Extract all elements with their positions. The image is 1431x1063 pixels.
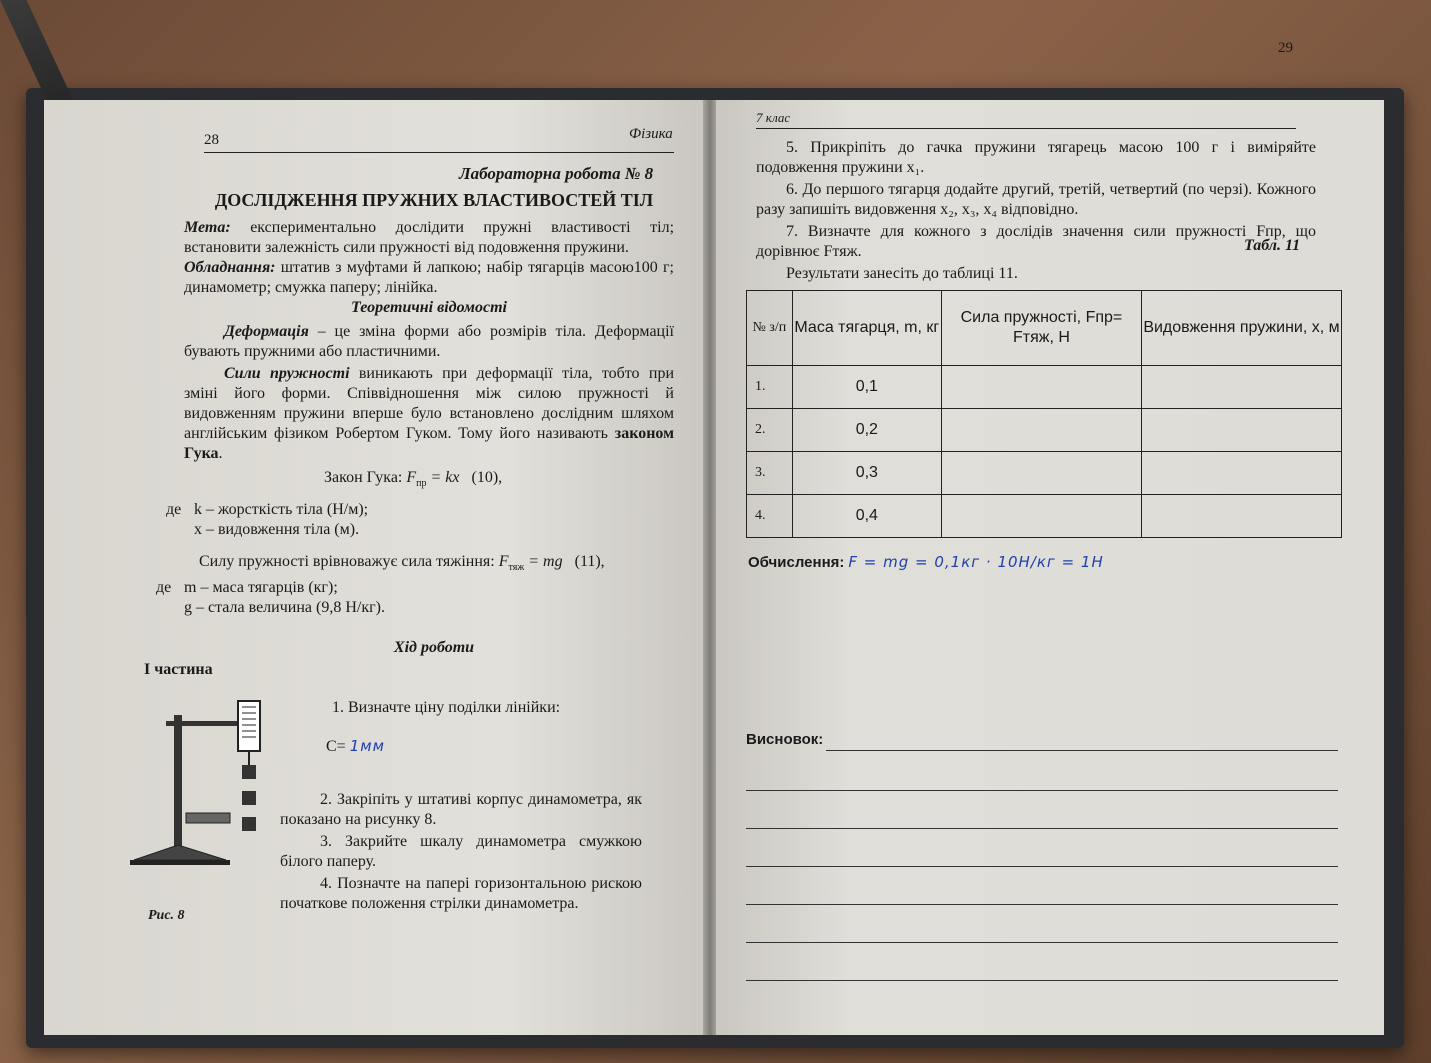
- weight-1: [242, 765, 256, 779]
- formula-10-lhs: F: [406, 469, 417, 486]
- step-6: 6. До першого тягарця додайте другий, третій, четвертий (по черзі). Кожного разу запишіть видовження x₂, x₃, x₄ відповідно.: [756, 181, 1316, 218]
- figure-caption: Рис. 8: [148, 908, 185, 923]
- work-title: ДОСЛІДЖЕННЯ ПРУЖНИХ ВЛАСТИВОСТЕЙ ТІЛ: [214, 190, 654, 210]
- formula-11: [199, 552, 605, 578]
- goal-label: Мета:: [184, 219, 231, 236]
- formula-10-label: Закон Гука:: [324, 469, 403, 486]
- calc-label: Обчислення:: [748, 554, 845, 571]
- conclusion-line[interactable]: [746, 942, 1338, 943]
- deformation-term: Деформація: [224, 323, 309, 340]
- elastic-text: виникають при деформації тіла, тобто при зміні його форми. Співвідношення між силою пружності й видовженням пружини вперше було встановлено дослідним шляхом англійським фізиком Робертом Гуком. Тому його називають: [184, 365, 674, 442]
- header-rule-right: [756, 128, 1296, 129]
- where2-de: де: [156, 579, 172, 596]
- header-number: № з/п: [747, 291, 793, 366]
- conclusion-line[interactable]: [826, 750, 1338, 751]
- equipment-label: Обладнання:: [184, 259, 276, 276]
- equipment-text: штатив з муфтами й лапкою; набір тягарців масою100 г; динамометр; смужка паперу; лінійка.: [184, 259, 674, 296]
- conclusion-line[interactable]: [746, 904, 1338, 905]
- table-row: [747, 409, 1342, 452]
- row-mass: 0,3: [792, 452, 941, 495]
- header-mass: Маса тягарця, m, кг: [792, 291, 941, 366]
- goal-text: експериментально дослідити пружні властивості тіл; встановити залежність сили пружності від подовження пружини.: [184, 219, 675, 256]
- hooke-law-name: законом Гука: [184, 425, 675, 462]
- stand-base: [134, 845, 226, 860]
- formula-10: [324, 468, 502, 494]
- stand-dynamometer-figure: [126, 695, 276, 875]
- c-handwritten: 1мм: [349, 737, 385, 755]
- row-mass: 0,4: [792, 495, 941, 538]
- page-number-right-top: 29: [1278, 40, 1293, 56]
- header-rule-left: [204, 152, 674, 153]
- right-page: [716, 100, 1384, 1035]
- formula-11-num: (11),: [574, 553, 605, 570]
- row-extension[interactable]: [1141, 366, 1341, 409]
- row-force[interactable]: [941, 409, 1141, 452]
- c-label: С=: [326, 738, 346, 755]
- formula-10-rhs: = kx: [430, 469, 460, 486]
- elastic-term: Сили пружності: [224, 365, 350, 382]
- grade-header: 7 клас: [756, 110, 791, 125]
- row-force[interactable]: [941, 366, 1141, 409]
- row-force[interactable]: [941, 495, 1141, 538]
- step-7: 7. Визначте для кожного з дослідів значення сили пружності Fпр, що дорівнює Fтяж.: [756, 223, 1316, 260]
- conclusion-line[interactable]: [746, 866, 1338, 867]
- page-number-left: 28: [204, 132, 219, 148]
- table-label: Табл. 11: [1244, 237, 1301, 254]
- conclusion-line[interactable]: [746, 790, 1338, 791]
- formula-11-lhs: F: [498, 553, 509, 570]
- c-value-line: [326, 736, 385, 757]
- table-header-row: [747, 291, 1342, 366]
- where1-x: x – видовження тіла (м).: [194, 521, 360, 538]
- stand-base-plate: [130, 860, 230, 865]
- where1-de: де: [166, 501, 182, 518]
- weight-2: [242, 791, 256, 805]
- row-extension[interactable]: [1141, 495, 1341, 538]
- row-number: 3.: [747, 452, 793, 495]
- procedure-heading: Хід роботи: [393, 639, 475, 656]
- where2-m: m – маса тягарців (кг);: [184, 579, 338, 596]
- stand-clamp-arm: [166, 721, 246, 726]
- formula-10-sub: пр: [416, 478, 427, 490]
- where1-k: k – жорсткість тіла (Н/м);: [194, 501, 369, 518]
- calc-handwritten: F = mg = 0,1кг · 10Н/кг = 1Н: [848, 553, 1104, 571]
- row-mass: 0,2: [792, 409, 941, 452]
- formula-11-sub: тяж: [508, 562, 525, 574]
- part-label: І частина: [144, 661, 213, 678]
- step-5: 5. Прикріпіть до гачка пружини тягарець масою 100 г і виміряйте подовження пружини x₁.: [756, 139, 1316, 176]
- row-number: 2.: [747, 409, 793, 452]
- lab-title: Лабораторна робота № 8: [459, 164, 654, 183]
- stand-rod: [174, 715, 182, 855]
- theory-heading: Теоретичні відомості: [351, 299, 507, 316]
- step-3: 3. Закрийте шкалу динамометра смужкою білого паперу.: [280, 833, 642, 870]
- results-text: Результати занесіть до таблиці 11.: [786, 265, 1018, 282]
- deformation-text: – це зміна форми або розмірів тіла. Деформації бувають пружними або пластичними.: [184, 323, 674, 360]
- formula-11-text: Силу пружності врівноважує сила тяжіння:: [199, 553, 495, 570]
- row-extension[interactable]: [1141, 409, 1341, 452]
- conclusion-line[interactable]: [746, 828, 1338, 829]
- left-page: [44, 100, 704, 1035]
- weight-3: [242, 817, 256, 831]
- book-spine: [703, 100, 717, 1035]
- table-row: [747, 495, 1342, 538]
- results-table: [746, 290, 1342, 538]
- weights-tray: [186, 813, 230, 823]
- step-4: 4. Позначте на папері горизонтальною рискою початкове положення стрілки динамометра.: [280, 875, 642, 912]
- row-extension[interactable]: [1141, 452, 1341, 495]
- formula-10-num: (10),: [471, 469, 503, 486]
- row-force[interactable]: [941, 452, 1141, 495]
- table-row: [747, 366, 1342, 409]
- deformation-paragraph: [184, 322, 674, 362]
- goal-paragraph: [184, 218, 674, 258]
- conclusion-label: Висновок:: [746, 731, 824, 748]
- step-1: 1. Визначте ціну поділки лінійки:: [332, 699, 561, 716]
- formula-11-rhs: = mg: [528, 553, 563, 570]
- calculation-line: [748, 552, 1104, 573]
- subject-header: Фізика: [629, 126, 673, 142]
- row-number: 1.: [747, 366, 793, 409]
- conclusion-line[interactable]: [746, 980, 1338, 981]
- row-number: 4.: [747, 495, 793, 538]
- row-mass: 0,1: [792, 366, 941, 409]
- table-row: [747, 452, 1342, 495]
- equipment-paragraph: [184, 258, 674, 298]
- elastic-paragraph: Сили пружності виникають при деформації тіла, тобто при зміні його форми. Співвідношення між силою пружності й видовженням пружини вперше було встановлено дослідним шляхом англійським фізиком Робертом Гуком. Тому його називають законом Гука.: [184, 365, 675, 462]
- step-2: 2. Закріпіть у штативі корпус динамометра, як показано на рисунку 8.: [280, 791, 642, 828]
- header-extension: Видовження пружини, x, м: [1141, 291, 1341, 366]
- dynamometer-body: [238, 701, 260, 751]
- header-force: Сила пружності, Fпр= Fтяж, Н: [941, 291, 1141, 366]
- where2-g: g – стала величина (9,8 Н/кг).: [184, 599, 385, 616]
